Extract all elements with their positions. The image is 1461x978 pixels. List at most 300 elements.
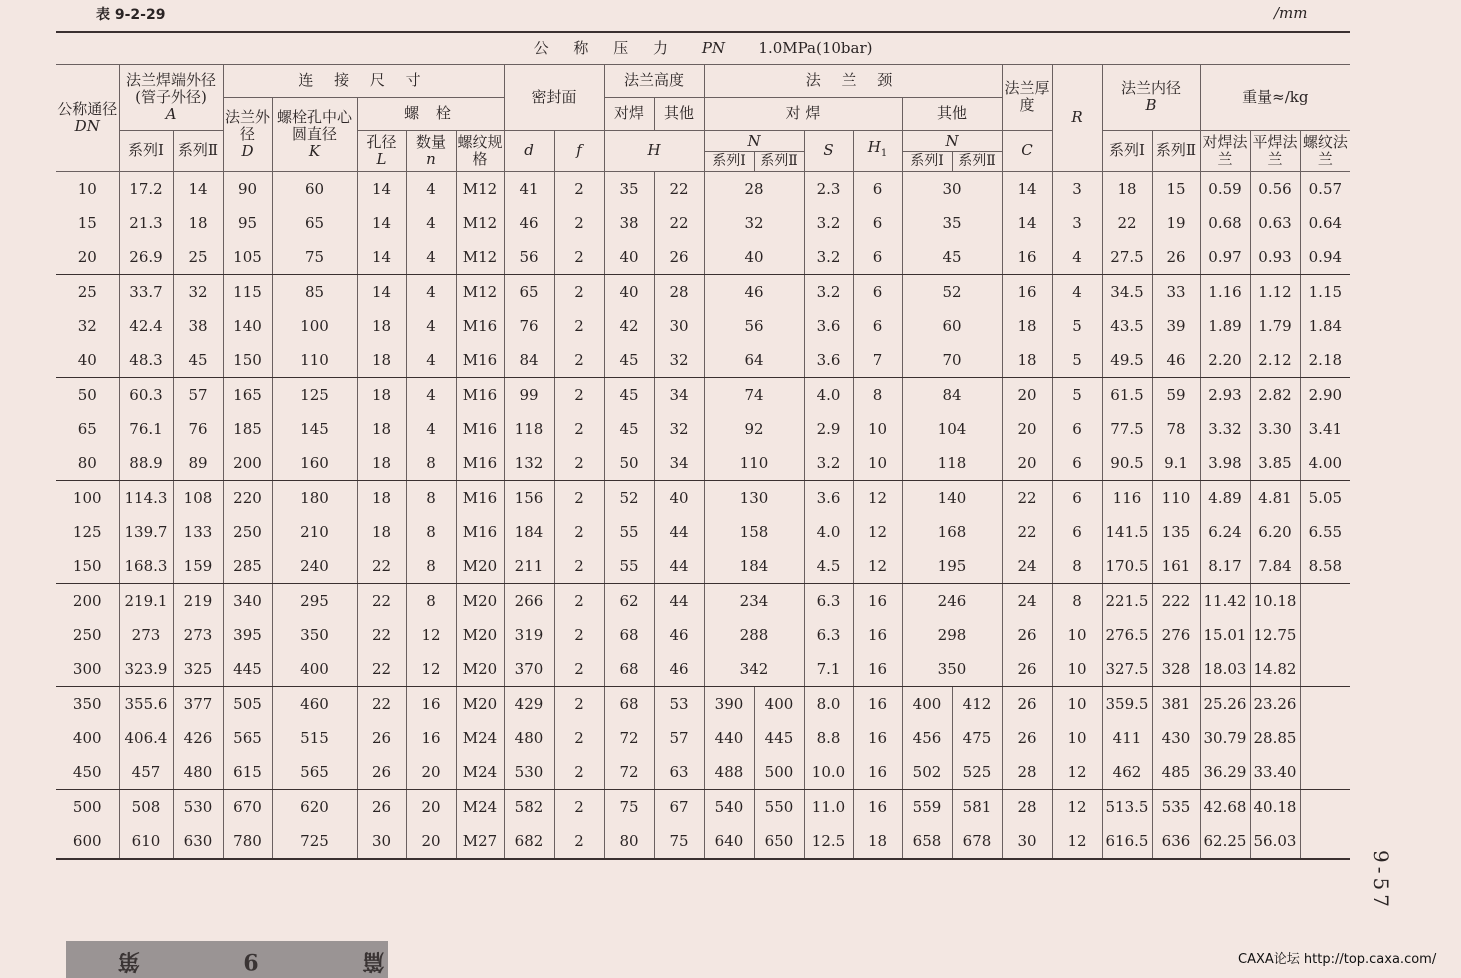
table-cell: 3 bbox=[1052, 206, 1102, 240]
table-cell: 18 bbox=[1002, 343, 1052, 378]
table-cell: 139.7 bbox=[119, 515, 173, 549]
table-cell: 105 bbox=[223, 240, 272, 275]
table-cell: 10 bbox=[853, 446, 902, 481]
table-cell: 22 bbox=[654, 206, 704, 240]
table-cell: 0.59 bbox=[1200, 171, 1250, 206]
n-other-series2: 系列Ⅱ bbox=[958, 152, 996, 169]
table-cell: 234 bbox=[704, 583, 804, 618]
table-cell: 6 bbox=[853, 206, 902, 240]
table-cell: 273 bbox=[119, 618, 173, 652]
height-header: 法兰高度 bbox=[604, 64, 704, 97]
table-cell: 28 bbox=[1002, 755, 1052, 790]
table-cell: 30 bbox=[357, 824, 406, 859]
table-cell: 180 bbox=[272, 480, 357, 515]
table-cell: 34 bbox=[654, 446, 704, 481]
table-cell: 25.26 bbox=[1200, 686, 1250, 721]
table-row bbox=[56, 721, 1350, 755]
table-cell: 161 bbox=[1152, 549, 1200, 584]
table-cell: 2.9 bbox=[804, 412, 853, 446]
neck-header: 法 兰 颈 bbox=[704, 64, 1002, 97]
table-cell: 90.5 bbox=[1102, 446, 1152, 481]
table-title: 表 9-2-29 bbox=[96, 7, 166, 23]
other-neck-header: 其他 bbox=[902, 97, 1002, 130]
table-cell: 8.17 bbox=[1200, 549, 1250, 584]
table-cell: 3.2 bbox=[804, 240, 853, 275]
table-cell: 530 bbox=[173, 789, 223, 824]
table-cell: 114.3 bbox=[119, 480, 173, 515]
table-cell: 21.3 bbox=[119, 206, 173, 240]
table-cell: 41 bbox=[504, 171, 554, 206]
table-cell: 15 bbox=[56, 206, 119, 240]
r-header: R bbox=[1052, 64, 1102, 171]
w-slip-header: 平焊法兰 bbox=[1250, 130, 1300, 171]
table-cell: 50 bbox=[604, 446, 654, 481]
table-row bbox=[56, 206, 1350, 240]
table-cell: 165 bbox=[223, 377, 272, 412]
table-cell: 220 bbox=[223, 480, 272, 515]
table-cell: 67 bbox=[654, 789, 704, 824]
table-cell: 2 bbox=[554, 377, 604, 412]
table-row bbox=[56, 618, 1350, 652]
table-cell: 12 bbox=[853, 549, 902, 584]
table-cell: 16 bbox=[853, 618, 902, 652]
table-cell: M24 bbox=[456, 789, 504, 824]
table-row bbox=[56, 171, 1350, 206]
table-cell: 17.2 bbox=[119, 171, 173, 206]
table-cell: 2.18 bbox=[1300, 343, 1350, 378]
table-cell: 42.4 bbox=[119, 309, 173, 343]
table-cell: 480 bbox=[173, 755, 223, 790]
table-cell: 125 bbox=[56, 515, 119, 549]
table-cell: 1.15 bbox=[1300, 274, 1350, 309]
table-cell: 400 bbox=[272, 652, 357, 687]
table-cell: 480 bbox=[504, 721, 554, 755]
table-cell: 44 bbox=[654, 549, 704, 584]
flange-spec-table bbox=[56, 31, 1350, 860]
table-cell: 22 bbox=[1002, 480, 1052, 515]
table-cell: 60.3 bbox=[119, 377, 173, 412]
table-row bbox=[56, 824, 1350, 859]
table-cell: 14 bbox=[357, 171, 406, 206]
table-cell: 285 bbox=[223, 549, 272, 584]
table-cell: 133 bbox=[173, 515, 223, 549]
table-cell: 110 bbox=[704, 446, 804, 481]
bolt-header: 螺 栓 bbox=[357, 97, 504, 130]
table-cell: 411 bbox=[1102, 721, 1152, 755]
table-cell: 68 bbox=[604, 618, 654, 652]
table-cell: 49.5 bbox=[1102, 343, 1152, 378]
table-cell: 2.93 bbox=[1200, 377, 1250, 412]
table-cell: 45 bbox=[604, 412, 654, 446]
table-cell: 26 bbox=[357, 789, 406, 824]
table-cell: 412 bbox=[952, 686, 1002, 721]
table-cell: 3.2 bbox=[804, 274, 853, 309]
inner-header: 法兰内径 B bbox=[1102, 64, 1200, 130]
table-cell: 2 bbox=[554, 652, 604, 687]
table-cell: 56 bbox=[504, 240, 554, 275]
table-cell: 12 bbox=[1052, 824, 1102, 859]
table-cell: 11.0 bbox=[804, 789, 853, 824]
table-cell: 445 bbox=[754, 721, 804, 755]
table-cell: 4 bbox=[406, 274, 456, 309]
table-cell: 30 bbox=[902, 171, 1002, 206]
table-cell: 222 bbox=[1152, 583, 1200, 618]
table-cell bbox=[1300, 721, 1350, 755]
table-cell: 12.75 bbox=[1250, 618, 1300, 652]
table-cell: 48.3 bbox=[119, 343, 173, 378]
d-small-header: d bbox=[504, 130, 554, 171]
table-cell: 62 bbox=[604, 583, 654, 618]
table-cell: 6.55 bbox=[1300, 515, 1350, 549]
table-cell: 246 bbox=[902, 583, 1002, 618]
table-cell: 19 bbox=[1152, 206, 1200, 240]
table-cell: 18 bbox=[1102, 171, 1152, 206]
table-cell: 26.9 bbox=[119, 240, 173, 275]
table-cell: 43.5 bbox=[1102, 309, 1152, 343]
table-cell: 32 bbox=[173, 274, 223, 309]
table-cell: M16 bbox=[456, 515, 504, 549]
table-cell: 250 bbox=[223, 515, 272, 549]
table-cell: 33 bbox=[1152, 274, 1200, 309]
table-body bbox=[56, 171, 1350, 859]
table-cell: 4.81 bbox=[1250, 480, 1300, 515]
table-cell: 104 bbox=[902, 412, 1002, 446]
table-cell: 12 bbox=[406, 618, 456, 652]
table-cell: 377 bbox=[173, 686, 223, 721]
table-cell: 30 bbox=[1002, 824, 1052, 859]
table-cell: 7.84 bbox=[1250, 549, 1300, 584]
qty-header: 数量 n bbox=[406, 130, 456, 171]
table-cell: 28 bbox=[654, 274, 704, 309]
table-cell: 8 bbox=[406, 480, 456, 515]
table-cell: 515 bbox=[272, 721, 357, 755]
table-cell: 616.5 bbox=[1102, 824, 1152, 859]
table-cell: 25 bbox=[56, 274, 119, 309]
table-cell: 22 bbox=[357, 686, 406, 721]
table-cell bbox=[1300, 824, 1350, 859]
table-cell: 59 bbox=[1152, 377, 1200, 412]
table-cell: 80 bbox=[604, 824, 654, 859]
table-cell: 22 bbox=[654, 171, 704, 206]
table-cell: 170.5 bbox=[1102, 549, 1152, 584]
table-cell: 445 bbox=[223, 652, 272, 687]
table-cell: 219.1 bbox=[119, 583, 173, 618]
table-cell: 55 bbox=[604, 549, 654, 584]
table-row bbox=[56, 412, 1350, 446]
table-cell: 150 bbox=[223, 343, 272, 378]
table-cell: 30 bbox=[654, 309, 704, 343]
table-cell: 35 bbox=[604, 171, 654, 206]
table-cell: 76 bbox=[504, 309, 554, 343]
table-cell: 2 bbox=[554, 343, 604, 378]
table-cell: 500 bbox=[754, 755, 804, 790]
table-cell: 184 bbox=[504, 515, 554, 549]
table-cell: 406.4 bbox=[119, 721, 173, 755]
table-cell: 84 bbox=[504, 343, 554, 378]
table-cell: 132 bbox=[504, 446, 554, 481]
table-cell: M27 bbox=[456, 824, 504, 859]
table-cell: 20 bbox=[1002, 377, 1052, 412]
unit-label: /mm bbox=[1274, 4, 1308, 22]
table-cell: 273 bbox=[173, 618, 223, 652]
table-cell: 266 bbox=[504, 583, 554, 618]
table-row bbox=[56, 515, 1350, 549]
table-cell: M16 bbox=[456, 412, 504, 446]
table-cell: 4.5 bbox=[804, 549, 853, 584]
pressure-header: 公 称 压 力 PN 1.0MPa(10bar) bbox=[56, 32, 1350, 64]
table-cell: 3.2 bbox=[804, 206, 853, 240]
table-cell: 600 bbox=[56, 824, 119, 859]
table-cell: 610 bbox=[119, 824, 173, 859]
forum-watermark: CAXA论坛 http://top.caxa.com/ bbox=[1238, 952, 1437, 967]
table-cell: 16 bbox=[1002, 274, 1052, 309]
table-cell: 2.90 bbox=[1300, 377, 1350, 412]
table-cell: 14.82 bbox=[1250, 652, 1300, 687]
table-cell: 6 bbox=[1052, 480, 1102, 515]
table-cell: 0.68 bbox=[1200, 206, 1250, 240]
table-cell: 2 bbox=[554, 309, 604, 343]
table-cell: 300 bbox=[56, 652, 119, 687]
table-cell: 0.56 bbox=[1250, 171, 1300, 206]
table-cell: 359.5 bbox=[1102, 686, 1152, 721]
table-cell: 4.89 bbox=[1200, 480, 1250, 515]
table-cell: 14 bbox=[357, 206, 406, 240]
table-cell: 615 bbox=[223, 755, 272, 790]
table-cell: 185 bbox=[223, 412, 272, 446]
table-cell: 90 bbox=[223, 171, 272, 206]
table-cell: 2 bbox=[554, 412, 604, 446]
table-cell: 18 bbox=[357, 412, 406, 446]
table-cell: 565 bbox=[223, 721, 272, 755]
table-cell: 2.82 bbox=[1250, 377, 1300, 412]
table-row bbox=[56, 583, 1350, 618]
table-cell: 430 bbox=[1152, 721, 1200, 755]
table-cell: 61.5 bbox=[1102, 377, 1152, 412]
table-cell: 26 bbox=[357, 721, 406, 755]
table-cell: 184 bbox=[704, 549, 804, 584]
table-cell: 125 bbox=[272, 377, 357, 412]
table-cell: 22 bbox=[357, 549, 406, 584]
thread-header: 螺纹规格 bbox=[456, 130, 504, 171]
table-cell: 24 bbox=[1002, 549, 1052, 584]
table-cell: 22 bbox=[357, 618, 406, 652]
table-cell: 23.26 bbox=[1250, 686, 1300, 721]
table-cell: 0.94 bbox=[1300, 240, 1350, 275]
table-cell: 535 bbox=[1152, 789, 1200, 824]
table-cell: 2 bbox=[554, 274, 604, 309]
table-cell: 75 bbox=[604, 789, 654, 824]
table-cell: 28.85 bbox=[1250, 721, 1300, 755]
table-cell: 44 bbox=[654, 583, 704, 618]
table-cell: 18 bbox=[853, 824, 902, 859]
table-cell: 88.9 bbox=[119, 446, 173, 481]
table-cell: 565 bbox=[272, 755, 357, 790]
table-cell: 14 bbox=[357, 274, 406, 309]
table-cell: 158 bbox=[704, 515, 804, 549]
table-cell: 2 bbox=[554, 755, 604, 790]
table-cell: 323.9 bbox=[119, 652, 173, 687]
table-cell: 3.6 bbox=[804, 480, 853, 515]
h-header: H bbox=[604, 130, 704, 171]
table-cell: 168 bbox=[902, 515, 1002, 549]
table-cell: 4 bbox=[406, 240, 456, 275]
table-cell: 18.03 bbox=[1200, 652, 1250, 687]
table-cell: 6 bbox=[853, 171, 902, 206]
table-cell: 52 bbox=[604, 480, 654, 515]
table-cell: 276 bbox=[1152, 618, 1200, 652]
table-cell: 30.79 bbox=[1200, 721, 1250, 755]
table-cell: 2 bbox=[554, 789, 604, 824]
table-cell: 65 bbox=[56, 412, 119, 446]
table-cell bbox=[1300, 686, 1350, 721]
table-cell: 56.03 bbox=[1250, 824, 1300, 859]
table-row bbox=[56, 240, 1350, 275]
table-cell: 26 bbox=[1152, 240, 1200, 275]
table-cell: 16 bbox=[853, 652, 902, 687]
table-cell: M24 bbox=[456, 755, 504, 790]
table-cell: 525 bbox=[952, 755, 1002, 790]
weight-header: 重量≈/kg bbox=[1200, 64, 1350, 130]
table-cell: 65 bbox=[504, 274, 554, 309]
table-cell: 370 bbox=[504, 652, 554, 687]
table-cell: 8 bbox=[1052, 583, 1102, 618]
f-header: f bbox=[554, 130, 604, 171]
hole-header: 孔径 L bbox=[357, 130, 406, 171]
table-cell: 76 bbox=[173, 412, 223, 446]
table-cell: 34.5 bbox=[1102, 274, 1152, 309]
table-cell: 240 bbox=[272, 549, 357, 584]
table-cell: 110 bbox=[272, 343, 357, 378]
table-cell: M24 bbox=[456, 721, 504, 755]
chapter-tab bbox=[66, 941, 388, 978]
table-cell: 60 bbox=[902, 309, 1002, 343]
table-cell: 20 bbox=[1002, 412, 1052, 446]
table-row bbox=[56, 446, 1350, 481]
table-cell: 670 bbox=[223, 789, 272, 824]
table-cell: 14 bbox=[173, 171, 223, 206]
table-cell: 2 bbox=[554, 240, 604, 275]
h1-header: $H_1$ bbox=[853, 130, 902, 171]
table-cell: 500 bbox=[56, 789, 119, 824]
table-cell: 210 bbox=[272, 515, 357, 549]
table-cell: 22 bbox=[1002, 515, 1052, 549]
table-cell: 340 bbox=[223, 583, 272, 618]
table-cell: 780 bbox=[223, 824, 272, 859]
table-cell: 400 bbox=[902, 686, 952, 721]
table-cell: 2.20 bbox=[1200, 343, 1250, 378]
table-cell: 15 bbox=[1152, 171, 1200, 206]
table-cell: 4 bbox=[406, 412, 456, 446]
a-series2-header: 系列Ⅱ bbox=[173, 130, 223, 171]
table-cell: 34 bbox=[654, 377, 704, 412]
table-cell: 150 bbox=[56, 549, 119, 584]
table-cell: 75 bbox=[272, 240, 357, 275]
table-cell: 426 bbox=[173, 721, 223, 755]
table-cell: 2.12 bbox=[1250, 343, 1300, 378]
table-cell: 678 bbox=[952, 824, 1002, 859]
table-cell: 26 bbox=[1002, 652, 1052, 687]
table-cell: 42 bbox=[604, 309, 654, 343]
table-cell: 22 bbox=[357, 652, 406, 687]
table-row bbox=[56, 480, 1350, 515]
table-cell: 130 bbox=[704, 480, 804, 515]
table-cell: 20 bbox=[56, 240, 119, 275]
table-cell: 3 bbox=[1052, 171, 1102, 206]
c-header: C bbox=[1002, 130, 1052, 171]
table-cell: 350 bbox=[56, 686, 119, 721]
table-cell: M12 bbox=[456, 171, 504, 206]
table-cell: 8 bbox=[406, 446, 456, 481]
table-cell: 630 bbox=[173, 824, 223, 859]
table-cell: 45 bbox=[604, 377, 654, 412]
table-cell: 70 bbox=[902, 343, 1002, 378]
table-cell: 10 bbox=[853, 412, 902, 446]
table-cell: 20 bbox=[406, 824, 456, 859]
table-cell: 68 bbox=[604, 652, 654, 687]
table-cell: 20 bbox=[406, 755, 456, 790]
table-cell: 100 bbox=[272, 309, 357, 343]
table-cell bbox=[1300, 583, 1350, 618]
table-cell: 5.05 bbox=[1300, 480, 1350, 515]
table-cell: 6.24 bbox=[1200, 515, 1250, 549]
table-cell: 145 bbox=[272, 412, 357, 446]
table-cell: 636 bbox=[1152, 824, 1200, 859]
table-cell: 16 bbox=[853, 755, 902, 790]
table-cell: 2 bbox=[554, 206, 604, 240]
table-cell: 26 bbox=[1002, 721, 1052, 755]
table-cell: 658 bbox=[902, 824, 952, 859]
table-row bbox=[56, 686, 1350, 721]
table-cell: 18 bbox=[357, 515, 406, 549]
table-cell: 16 bbox=[406, 686, 456, 721]
table-cell: 116 bbox=[1102, 480, 1152, 515]
table-cell: 18 bbox=[357, 446, 406, 481]
table-cell: 40 bbox=[704, 240, 804, 275]
n-other-series1: 系列Ⅰ bbox=[903, 152, 953, 171]
table-cell: 5 bbox=[1052, 309, 1102, 343]
b-series2-header: 系列Ⅱ bbox=[1152, 130, 1200, 171]
table-cell: 2 bbox=[554, 515, 604, 549]
table-cell: 0.93 bbox=[1250, 240, 1300, 275]
table-row bbox=[56, 309, 1350, 343]
table-cell: 440 bbox=[704, 721, 754, 755]
table-header bbox=[56, 32, 1350, 171]
table-cell: 75 bbox=[654, 824, 704, 859]
table-cell: 2.3 bbox=[804, 171, 853, 206]
table-cell: 28 bbox=[704, 171, 804, 206]
table-cell: 135 bbox=[1152, 515, 1200, 549]
table-cell: 298 bbox=[902, 618, 1002, 652]
table-cell: 72 bbox=[604, 755, 654, 790]
table-cell: 45 bbox=[902, 240, 1002, 275]
table-cell: 8.8 bbox=[804, 721, 853, 755]
table-cell: 8 bbox=[406, 515, 456, 549]
table-cell: 513.5 bbox=[1102, 789, 1152, 824]
table-cell: 400 bbox=[56, 721, 119, 755]
table-cell: 77.5 bbox=[1102, 412, 1152, 446]
thickness-header: 法兰厚度 bbox=[1002, 64, 1052, 130]
table-cell bbox=[1300, 789, 1350, 824]
table-cell: 12 bbox=[406, 652, 456, 687]
table-cell: 8.58 bbox=[1300, 549, 1350, 584]
table-cell: 1.89 bbox=[1200, 309, 1250, 343]
table-cell: 355.6 bbox=[119, 686, 173, 721]
table-cell: 620 bbox=[272, 789, 357, 824]
table-cell: 8 bbox=[406, 549, 456, 584]
table-cell: 6 bbox=[853, 274, 902, 309]
table-cell: 400 bbox=[754, 686, 804, 721]
table-cell: 32 bbox=[704, 206, 804, 240]
